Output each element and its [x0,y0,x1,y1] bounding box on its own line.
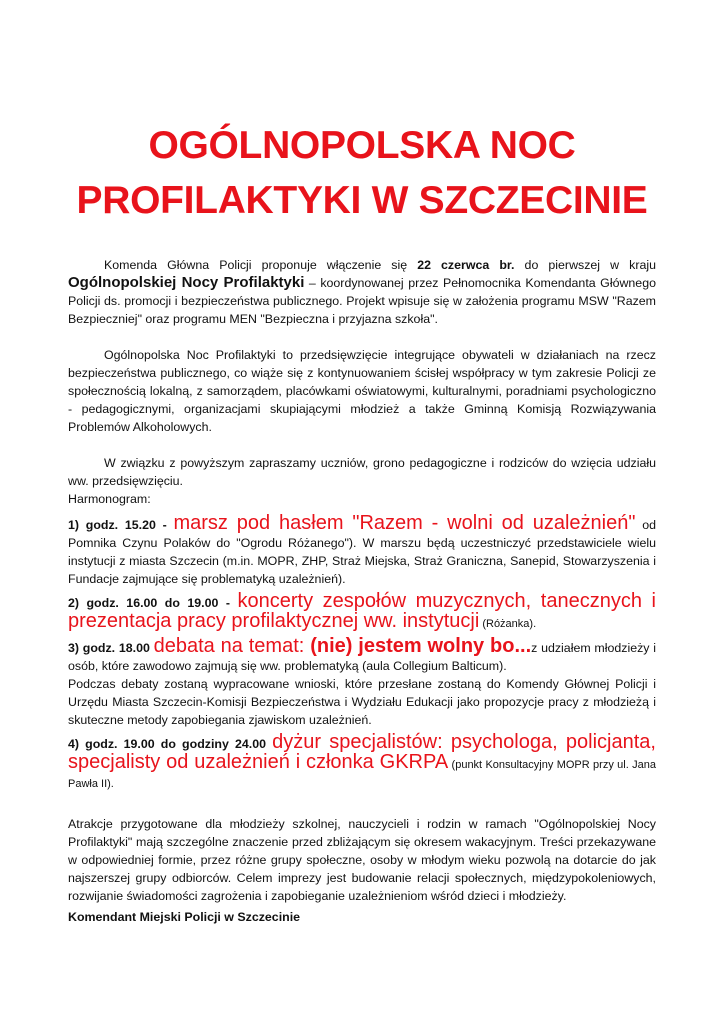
schedule-item-2-headline: koncerty zespołów muzycznych, tanecznych i prezentacja pracy profilaktycznej ww. instytucji [68,590,656,632]
title-line-2: PROFILAKTYKI W SZCZECINIE [76,179,648,222]
intro-text-2: do pierwszej w kraju [514,258,656,272]
schedule-list [68,514,656,793]
schedule-item-4-headline: dyżur specjalistów: psychologa, policjanta, specjalisty od uzależnień i członka GKRPA [68,731,656,773]
schedule-item-2 [68,592,656,633]
paragraph-2: Ogólnopolska Noc Profilaktyki to przedsięwzięcie integrujące obywateli w działaniach na rzecz bezpieczeństwa publicznego, co wiąże się z kontynuowaniem ścisłej współpracy w tym zakresie Policji ze społecznością lokalną, z samorządem, placówkami oświatowymi, kulturalnymi, poradniami psychologiczno - pedagogicznymi, organizacjami skupiającymi młodzież a także Gminną Komisją Rozwiązywania Problemów Alkoholowych. [68,348,656,434]
paragraph-3: W związku z powyższym zapraszamy uczniów, grono pedagogiczne i rodziców do wzięcia udziału ww. przedsięwzięciu. [68,456,656,488]
schedule-item-1-headline: marsz pod hasłem "Razem - wolni od uzależnień" [173,512,636,534]
schedule-item-4-text: (punkt Konsultacyjny MOPR przy ul. Jana Pawła II). [68,759,656,790]
schedule-item-2-time: 2) godz. 16.00 do 19.00 - [68,596,238,610]
event-name: Ogólnopolskiej Nocy Profilaktyki [68,274,305,291]
schedule-item-1 [68,514,656,588]
schedule-item-2-text: (Różanka). [479,618,537,630]
schedule-item-4-time: 4) godz. 19.00 do godziny 24.00 [68,737,273,751]
schedule-item-3-topic: (nie) jestem wolny bo... [310,635,532,657]
schedule-item-3-headline: debata na temat: [153,635,311,657]
schedule-item-3-time: 3) godz. 18.00 [68,641,154,655]
title-line-1: OGÓLNOPOLSKA NOC [148,124,576,167]
schedule-item-3-text: z udziałem młodzieży i osób, które zawodowo zajmują się ww. problematyką (aula Collegium Balticum). [68,641,656,673]
schedule-item-4 [68,733,656,793]
intro-paragraph [68,256,656,328]
schedule-item-3-note: Podczas debaty zostaną wypracowane wnioski, które przesłane zostaną do Komendy Głównej Policji i Urzędu Miasta Szczecin-Komisji Bezpieczeństwa i Wydziału Edukacji jako propozycje pracy z młodzieżą i skuteczne metody zapobiegania zjawiskom uzależnień. [68,677,656,727]
event-date: 22 czerwca br. [417,258,515,272]
schedule-item-1-text: od Pomnika Czynu Polaków do "Ogrodu Różanego"). W marszu będą uczestniczyć przedstawiciele wielu instytucji z miasta Szczecin (m.in. MOPR, ZHP, Straż Miejska, Straż Graniczna, Sanepid, Stowarzyszenia i Fundacje zajmujące się problematyką uzależnień). [68,518,656,586]
document-title [60,118,664,228]
schedule-item-3 [68,637,656,675]
harmonogram-label: Harmonogram: [68,492,151,506]
signature: Komendant Miejski Policji w Szczecinie [68,910,301,924]
schedule-item-1-time: 1) godz. 15.20 - [68,518,174,532]
intro-text-3: – koordynowanej przez Pełnomocnika Komendanta Głównego Policji ds. promocji i bezpieczeństwa publicznego. Projekt wpisuje się w założenia programu MSW "Razem Bezpieczniej" oraz programu MEN "Bezpieczna i przyjazna szkoła". [68,276,656,326]
intro-text-1: Komenda Główna Policji proponuje włączenie się [104,258,418,272]
document-body [68,256,656,905]
closing-paragraph: Atrakcje przygotowane dla młodzieży szkolnej, nauczycieli i rodzin w ramach "Ogólnopolskiej Nocy Profilaktyki" mają szczególne znaczenie przed zbliżającym się okresem wakacyjnym. Treści przekazywane w odpowiedniej formie, przez różne grupy społeczne, osoby w młodym wieku pozwolą na dotarcie do jak najszerszej grupy odbiorców. Celem imprezy jest budowanie relacji społecznych, międzypokoleniowych, rozwijanie świadomości zagrożenia i zapobieganie uzależnieniom wśród dzieci i młodzieży. [68,817,656,903]
